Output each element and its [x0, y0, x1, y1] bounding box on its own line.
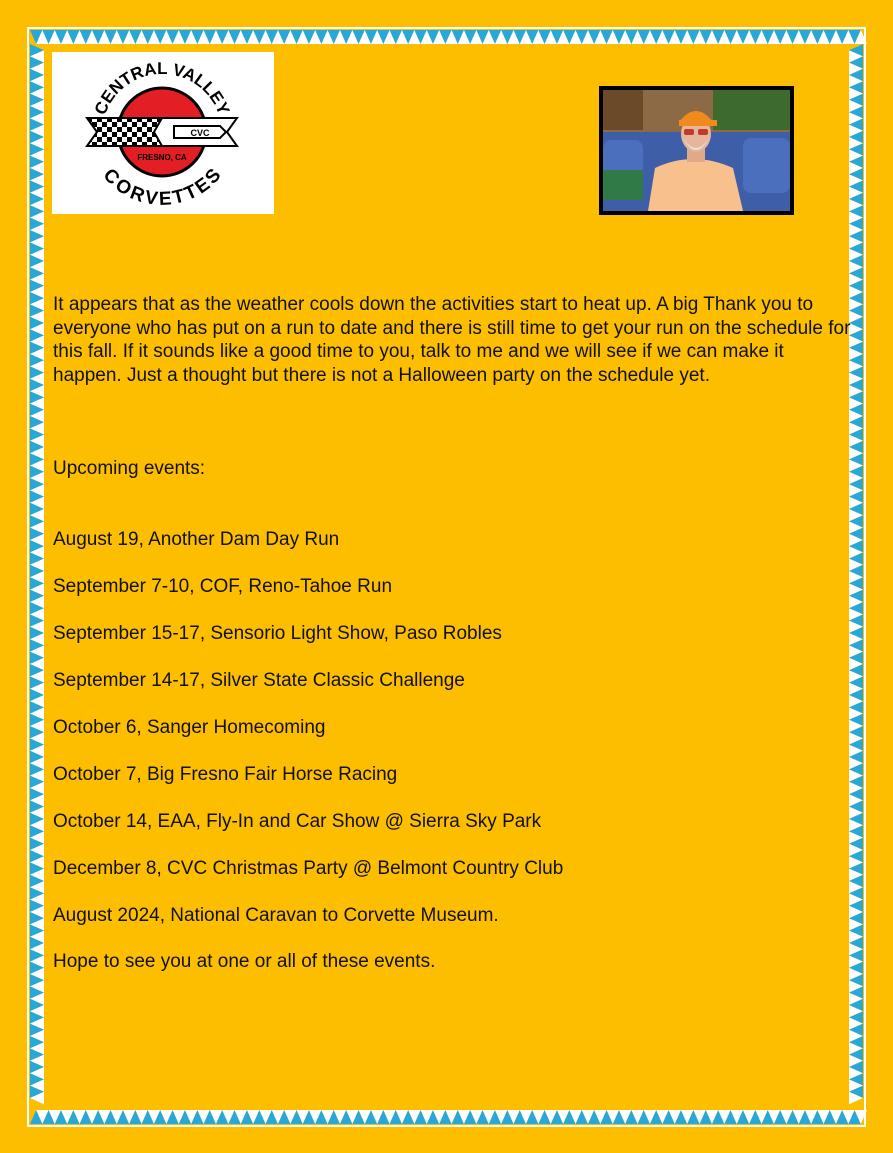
event-item: September 15-17, Sensorio Light Show, Paso Robles — [53, 623, 502, 644]
event-item: December 8, CVC Christmas Party @ Belmont Country Club — [53, 858, 564, 879]
event-item: August 19, Another Dam Day Run — [53, 529, 340, 550]
event-item: September 14-17, Silver State Classic Challenge — [53, 670, 465, 691]
event-item: August 2024, National Caravan to Corvette Museum. — [53, 905, 499, 926]
logo-top-text: CENTRAL VALLEY — [90, 58, 234, 118]
event-item: September 7-10, COF, Reno-Tahoe Run — [53, 576, 393, 597]
event-item: October 7, Big Fresno Fair Horse Racing — [53, 764, 398, 785]
logo-bottom-text: CORVETTES — [98, 164, 226, 211]
event-item: October 14, EAA, Fly-In and Car Show @ Sierra Sky Park — [53, 811, 542, 832]
events-list — [53, 528, 563, 951]
closing-line: Hope to see you at one or all of these events. — [53, 951, 436, 972]
upcoming-events-heading: Upcoming events: — [53, 458, 206, 479]
club-logo — [52, 52, 274, 214]
logo-location-text: FRESNO, CA — [137, 153, 187, 162]
logo-emblem-text: CVC — [190, 128, 210, 138]
intro-paragraph: It appears that as the weather cools down the activities start to heat up. A big Thank you to everyone who has put on a run to date and there is still time to get your run on the schedule for this fall. If it sounds like a good time to you, talk to me and we will see if we can make it happen. Just a thought but there is not a Halloween party on the schedule yet. — [53, 294, 851, 386]
portrait-photo — [599, 86, 794, 215]
event-item: October 6, Sanger Homecoming — [53, 717, 326, 738]
